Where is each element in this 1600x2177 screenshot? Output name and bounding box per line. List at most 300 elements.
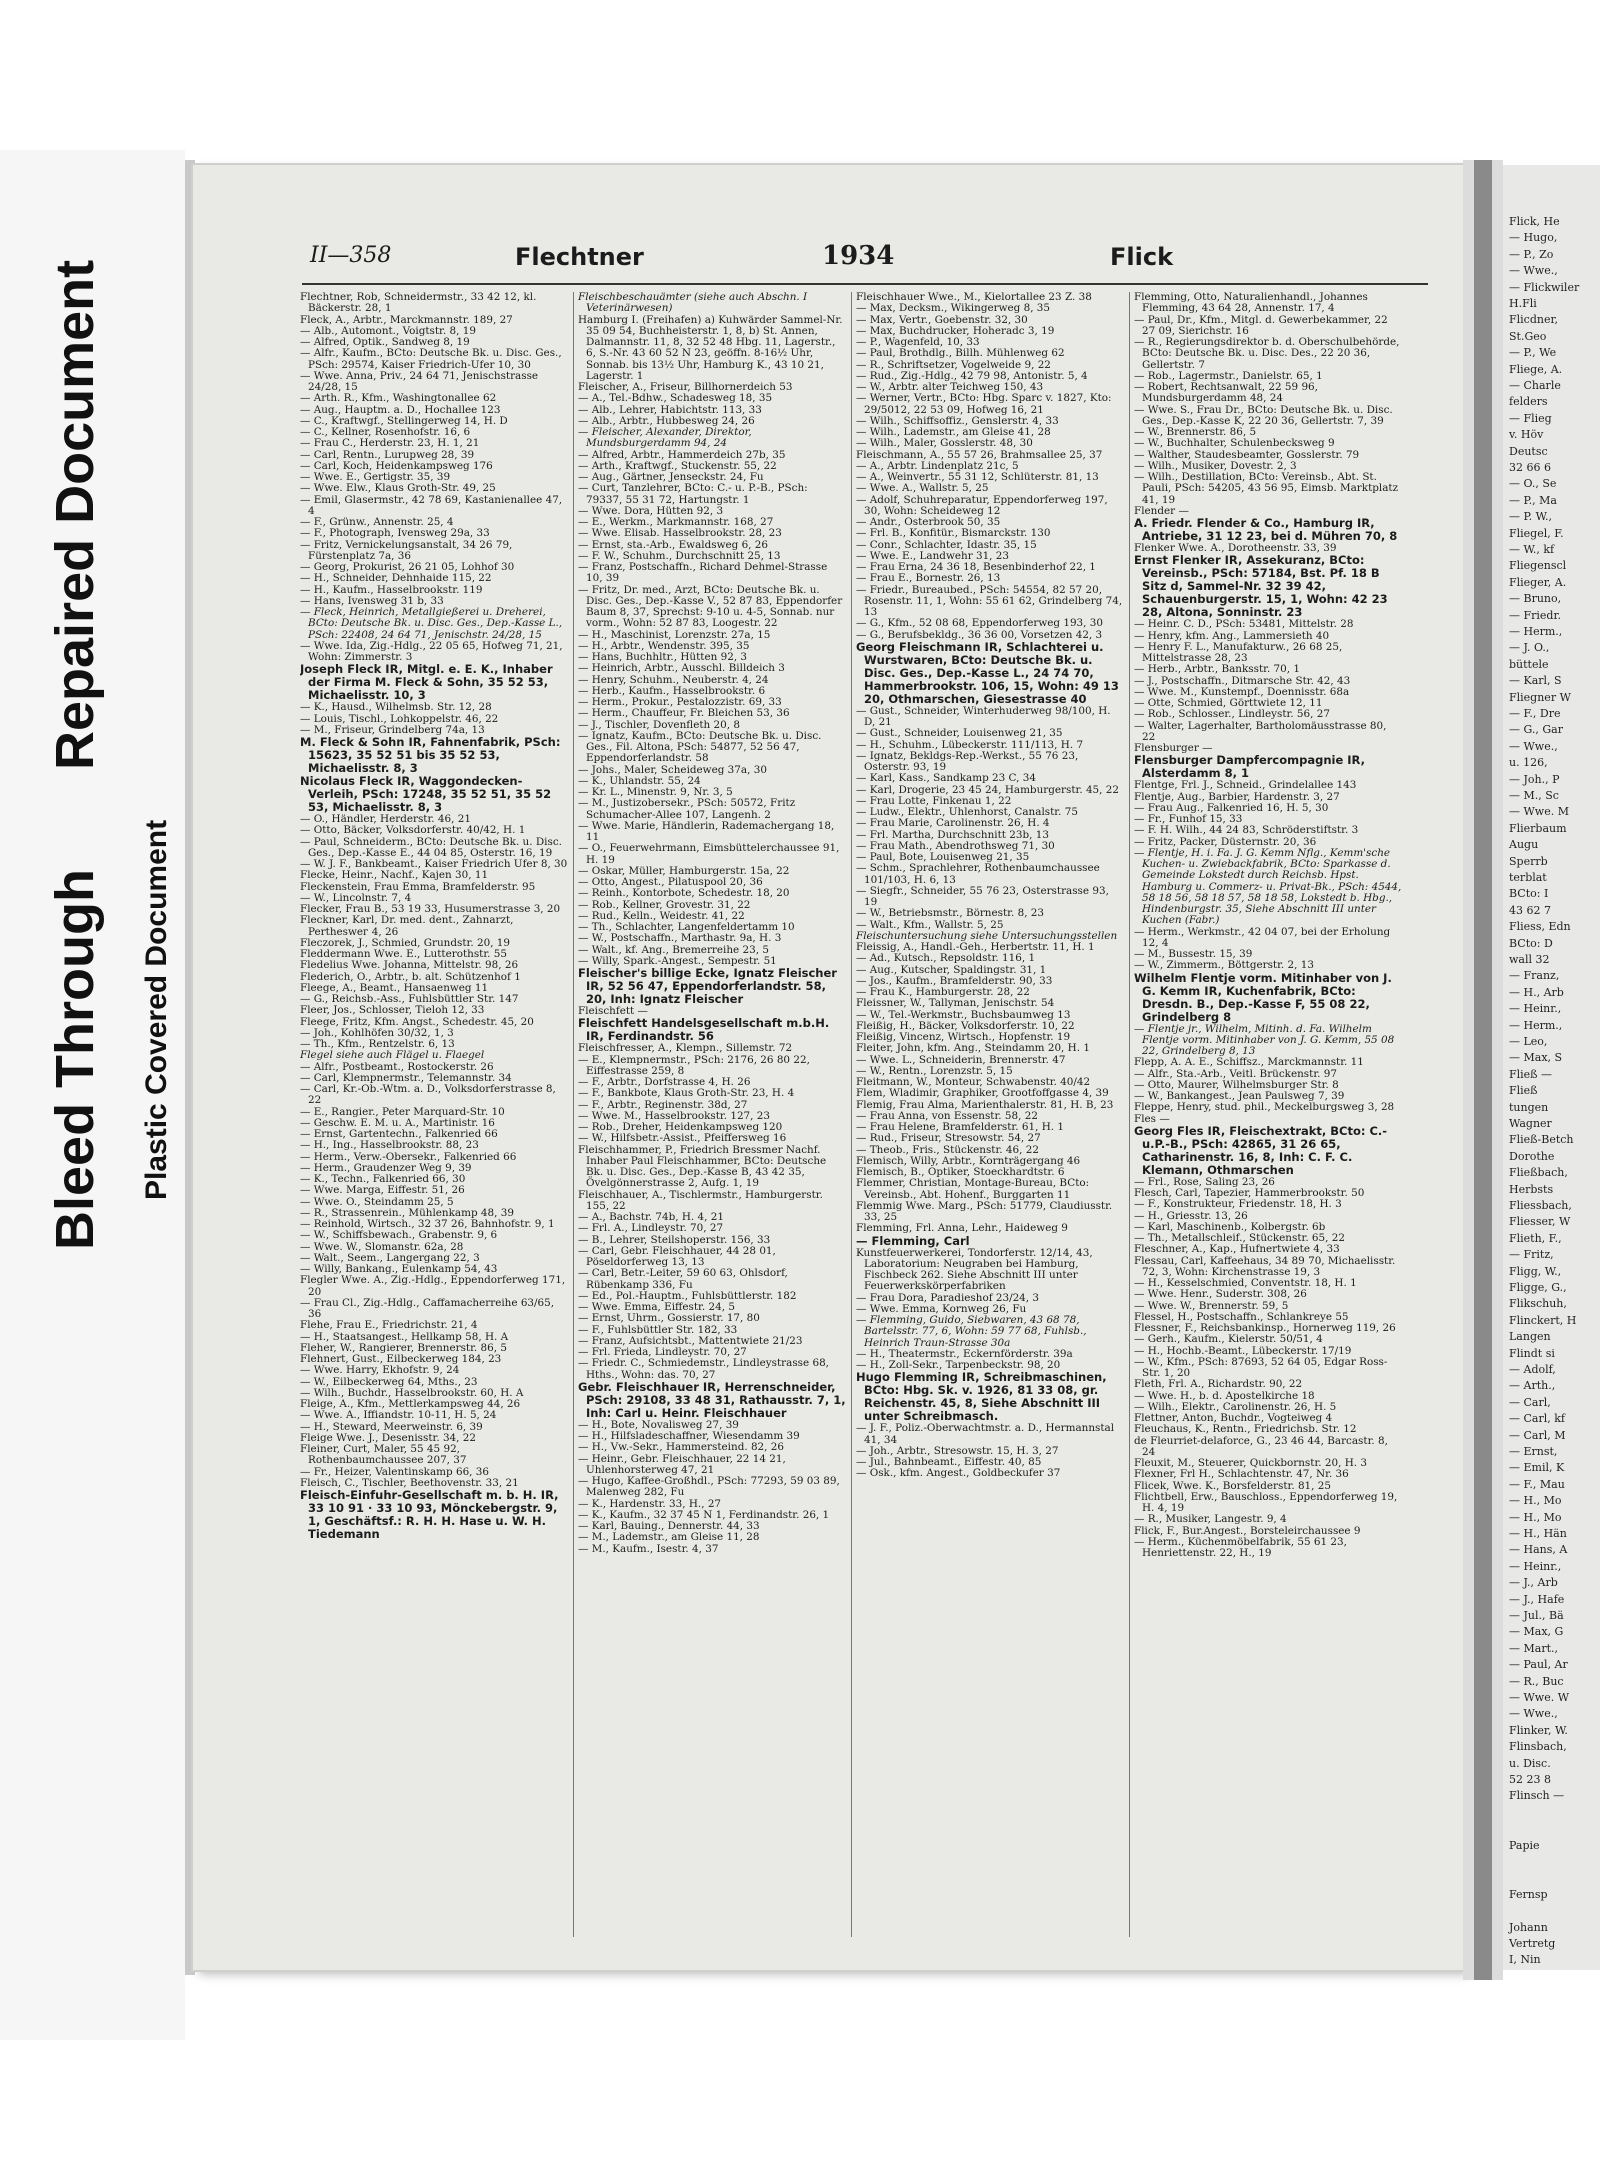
directory-entry: — G., Berufsbekldg., 36 36 00, Vorsetzen 42, 3	[856, 628, 1103, 641]
directory-entry: — Fritz, Packer, Düsternstr. 20, 36	[1134, 835, 1317, 848]
directory-entry: — B., Lehrer, Steilshoperstr. 156, 33	[578, 1233, 771, 1246]
directory-entry: — Franz, Postschaffn., Richard Dehmel-Strasse 10, 39	[578, 561, 828, 585]
directory-entry: — Carl, Klempnermstr., Telemannstr. 34	[300, 1071, 512, 1084]
directory-entry: Flicek, Wwe. K., Borsfelderstr. 81, 25	[1134, 1479, 1331, 1492]
directory-entry: — Carl, Gebr. Fleischhauer, 44 28 01, Pöseldorferweg 13, 13	[578, 1244, 776, 1268]
directory-entry: — Kr. L., Minenstr. 9, Nr. 3, 5	[578, 786, 733, 798]
directory-entry: — Karl, Drogerie, 23 45 24, Hamburgerstr. 45, 22	[856, 783, 1119, 796]
directory-entry: — Alfr., Kaufm., BCto: Deutsche Bk. u. Disc. Ges., PSch: 29574, Kaiser Friedrich-Ufer 10, 30	[300, 347, 562, 371]
directory-entry-display: Wilhelm Flentje vorm. Mitinhaber von J. G. Kemm IR, Kuchenfabrik, BCto: Dresdn. B., Dep.-Kasse F, 55 08 22, Grindelberg 8	[1134, 970, 1392, 1024]
directory-entry: Fleth, Frl. A., Richardstr. 90, 22	[1134, 1378, 1303, 1391]
directory-entry: Fleer, Jos., Schlosser, Tieloh 12, 33	[300, 1004, 485, 1017]
directory-entry: — Wwe. Marga, Eiffestr. 51, 26	[300, 1184, 465, 1197]
directory-entry: Fleege, Fritz, Kfm. Angst., Schedestr. 45, 20	[300, 1015, 534, 1028]
directory-entry: — Th., Metallschleif., Stückenstr. 65, 22	[1134, 1232, 1345, 1244]
directory-entry: — Willy, Bankang., Eulenkamp 54, 43	[300, 1263, 498, 1275]
directory-entry: — A., Bachstr. 74b, H. 4, 21	[578, 1211, 724, 1223]
directory-entry: — Wwe. Elisab. Hasselbrookstr. 28, 23	[578, 527, 782, 540]
directory-entry: — G., Reichsb.-Ass., Fuhlsbüttler Str. 147	[300, 993, 519, 1005]
directory-entry: — Frl. B., Konfitür., Bismarckstr. 130	[856, 527, 1051, 540]
directory-entry: — Alfred, Arbtr., Hammerdeich 27b, 35	[578, 448, 786, 461]
directory-entry: — K., Techn., Falkenried 66, 30	[300, 1173, 466, 1185]
directory-entry: — Flentje jr., Wilhelm, Mitinh. d. Fa. Wilhelm Flentje vorm. Mitinhaber von J. G. Kemm, 55 08 22, Grindelberg 8, 13	[1134, 1022, 1395, 1057]
directory-entry: Fleiter, John, kfm. Ang., Steindamm 20, H. 1	[856, 1042, 1090, 1055]
adjacent-page-line: — Leo,	[1509, 1035, 1548, 1048]
directory-entry: — W., Brennerstr. 86, 5	[1134, 426, 1257, 438]
directory-entry: Fleissner, W., Tallyman, Jenischstr. 54	[856, 997, 1055, 1010]
directory-entry: Fleischfett —	[578, 1005, 648, 1017]
adjacent-page-line: tungen	[1509, 1100, 1549, 1114]
directory-entry: — Wwe. Dora, Hütten 92, 3	[578, 504, 724, 517]
directory-entry: — F., Photograph, Ivensweg 29a, 33	[300, 527, 490, 540]
directory-entry: — Aug., Kutscher, Spaldingstr. 31, 1	[856, 963, 1047, 976]
directory-entry: Fleckenstein, Frau Emma, Bramfelderstr. 95	[300, 880, 536, 893]
adjacent-page-line: — Charle	[1509, 379, 1561, 392]
directory-entry: — H., Hochb.-Beamt., Lübeckerstr. 17/19	[1134, 1344, 1352, 1357]
directory-entry: — Fleck, Heinrich, Metallgießerei u. Dreherei, BCto: Deutsche Bk. u. Disc. Ges., Dep.-Kasse L., PSch: 22408, 24 64 71, Jenischstr. 24/28, 15	[300, 606, 563, 641]
adjacent-page-line: wall 32	[1509, 953, 1550, 966]
directory-entry: Fleischhauer, A., Tischlermstr., Hamburgerstr. 155, 22	[578, 1188, 823, 1212]
directory-entry: — Wilh., Elektr., Carolinenstr. 26, H. 5	[1134, 1400, 1337, 1413]
directory-entry: Fleppe, Henry, stud. phil., Meckelburgsweg 3, 28	[1134, 1101, 1395, 1114]
directory-entry: — E., Rangier., Peter Marquard-Str. 10	[300, 1105, 505, 1118]
directory-entry: — W., Arbtr. alter Teichweg 150, 43	[856, 381, 1044, 393]
directory-entry: de Fleurriet-delaforce, G., 23 46 44, Barcastr. 8, 24	[1134, 1434, 1388, 1458]
directory-entry: — Wilh., Maler, Gosslerstr. 48, 30	[856, 437, 1033, 450]
directory-entry: — Paul, Brothdlg., Billh. Mühlenweg 62	[856, 347, 1065, 360]
directory-entry: — Frau C., Herderstr. 23, H. 1, 21	[300, 437, 480, 450]
directory-column-1	[300, 292, 568, 1937]
directory-entry: — Wilh., Destillation, BCto: Vereinsb., Abt. St. Pauli, PSch: 54205, 43 56 95, Eimsb. Marktplatz 41, 19	[1134, 471, 1399, 506]
adjacent-page-line: — Wwe.,	[1509, 739, 1558, 753]
directory-entry: — Henry, kfm. Ang., Lammersieth 40	[1134, 629, 1330, 642]
directory-entry: — Frl. Frieda, Lindleystr. 70, 27	[578, 1346, 747, 1358]
adjacent-page-line: — Flickwiler	[1509, 280, 1580, 294]
directory-entry: Fledelius Wwe. Johanna, Mittelstr. 98, 26	[300, 959, 519, 972]
directory-entry: — Johs., Maler, Scheideweg 37a, 30	[578, 763, 767, 776]
directory-entry: — Gust., Schneider, Louisenweg 21, 35	[856, 727, 1063, 740]
adjacent-page	[1503, 165, 1600, 1970]
directory-entry: — Arth., Kraftwgf., Stuckenstr. 55, 22	[578, 459, 777, 472]
directory-entry: — W. J. F., Bankbeamt., Kaiser Friedrich Ufer 8, 30	[300, 858, 568, 870]
adjacent-page-line: Flicdner,	[1509, 313, 1559, 327]
directory-entry: — Hans, Buchhltr., Hütten 92, 3	[578, 651, 748, 663]
directory-entry: — Reinhold, Wirtsch., 32 37 26, Bahnhofstr. 9, 1	[300, 1218, 555, 1230]
directory-entry: — Wwe. Elw., Klaus Groth-Str. 49, 25	[300, 482, 496, 495]
adjacent-page-line: — Hugo,	[1509, 231, 1558, 245]
adjacent-page-line: Flinckert, H	[1509, 1313, 1577, 1327]
adjacent-page-line: 43 62 7	[1509, 903, 1551, 917]
directory-entry: Fleczorek, J., Schmied, Grundstr. 20, 19	[300, 936, 511, 949]
directory-entry: — Ed., Pol.-Hauptm., Fuhlsbüttlerstr. 182	[578, 1289, 797, 1302]
adjacent-page-line: v. Höv	[1509, 428, 1544, 442]
directory-entry: — Walt., kf. Ang., Bremerreihe 23, 5	[578, 943, 769, 956]
adjacent-page-line: — Max, S	[1509, 1051, 1563, 1065]
adjacent-page-line: — Wwe.,	[1509, 1707, 1558, 1721]
directory-entry-display: Fleisch-Einfuhr-Gesellschaft m. b. H. IR, 33 10 91 · 33 10 93, Mönckebergstr. 9, 1, Geschäftsf.: R. H. H. Hase u. W. H. Tiedemann	[300, 1488, 559, 1541]
directory-entry: — M., Lademstr., am Gleise 11, 28	[578, 1531, 760, 1544]
directory-entry: — Max, Buchdrucker, Hoheradc 3, 19	[856, 324, 1055, 337]
directory-entry: — Willy, Spark.-Angest., Sempestr. 51	[578, 954, 777, 967]
adjacent-page-line: Dorothe	[1509, 1149, 1555, 1163]
directory-entry: — Frau Dora, Paradieshof 23/24, 3	[856, 1291, 1040, 1304]
directory-entry: — Wwe. A., Wallstr. 5, 25	[856, 482, 989, 495]
directory-entry: — W., Eilbeckerweg 64, Mths., 23	[300, 1375, 478, 1388]
directory-entry: Flessel, H., Postschaffn., Schlankreye 55	[1134, 1310, 1349, 1323]
adjacent-page-line: Fliessbach,	[1509, 1199, 1572, 1212]
directory-entry: — Henry, Schuhm., Neuberstr. 4, 24	[578, 673, 769, 686]
directory-entry: Flensburger —	[1134, 742, 1213, 754]
adjacent-page-line: — H., Hän	[1509, 1527, 1567, 1540]
directory-column-4	[1134, 292, 1402, 1937]
adjacent-page-line: Augu	[1509, 838, 1539, 852]
adjacent-page-line: — Heinr.,	[1509, 1559, 1562, 1573]
adjacent-page-line: — Max, G	[1509, 1625, 1564, 1639]
directory-entry: — Ignatz, Kaufm., BCto: Deutsche Bk. u. Disc. Ges., Fil. Altona, PSch: 54877, 52 56 47, Eppendorferlandstr. 58	[578, 729, 822, 765]
adjacent-page-line: — Fritz,	[1509, 1248, 1554, 1262]
header-rule	[302, 283, 1428, 285]
directory-entry: — Wwe. Ida, Zig.-Hdlg., 22 05 65, Hofweg 71, 21, Wohn: Zimmerstr. 3	[300, 639, 563, 663]
directory-entry: — Frau Marie, Carolinenstr. 26, H. 4	[856, 817, 1050, 830]
directory-column-3	[856, 292, 1124, 1937]
directory-entry: — Ignatz, Bekldgs-Rep.-Werkst., 55 76 23, Osterstr. 93, 19	[856, 749, 1079, 773]
directory-entry: — H., Steward, Meerweinstr. 6, 39	[300, 1420, 483, 1433]
directory-entry: — W., Lincolnstr. 7, 4	[300, 891, 412, 904]
directory-entry: — Otte, Schmied, Görttwiete 12, 11	[1134, 697, 1323, 709]
adjacent-page-line: — P. W.,	[1509, 510, 1553, 524]
directory-entry: — J. F., Poliz.-Oberwachtmstr. a. D., Hermannstal 41, 34	[856, 1422, 1115, 1446]
directory-entry: — Frau Anna, von Essenstr. 58, 22	[856, 1109, 1038, 1122]
directory-entry: — A., Weinvertr., 55 31 12, Schlüterstr. 81, 13	[856, 471, 1099, 483]
adjacent-page-line: — H., Arb	[1509, 985, 1564, 999]
adjacent-page-line: Sperrb	[1509, 854, 1548, 868]
directory-entry: — Otto, Maurer, Wilhelmsburger Str. 8	[1134, 1078, 1339, 1091]
directory-entry: — Wwe. O., Steindamm 25, 5	[300, 1195, 454, 1208]
directory-entry: — M., Justizobersekr., PSch: 50572, Fritz Schumacher-Allee 107, Langenh. 2	[578, 797, 796, 821]
adjacent-page-line: Flikschuh,	[1509, 1297, 1567, 1311]
adjacent-page-line: — Wwe. W	[1509, 1691, 1570, 1704]
directory-entry: — Flentje, H. i. Fa. J. G. Kemm Nflg., Kemm'sche Kuchen- u. Zwiebackfabrik, BCto: Sparkasse d. Gemeinde Lokstedt durch Reichsb. Hpst. Hamburg u. Commerz- u. Privat-Bk., PSch: 4544, 58 18 56, 58 18 57, 58 18 58, Lokstedt b. Hbg., Hindenburgstr. 35, Siehe Abschnitt III unter Kuchen (Fabr.)	[1134, 846, 1402, 927]
adjacent-page-line: Fließ —	[1509, 1067, 1553, 1081]
directory-entry: Flexner, Frl H., Schlachtenstr. 47, Nr. 36	[1134, 1468, 1349, 1481]
adjacent-page-line: Papie	[1509, 1838, 1540, 1852]
directory-entry-display: Fleischfett Handelsgesellschaft m.b.H. IR, Ferdinandstr. 56	[578, 1016, 830, 1044]
directory-entry: — Herm., Werkmstr., 42 04 07, bei der Erholung 12, 4	[1134, 925, 1391, 949]
directory-entry: — A., Arbtr. Lindenplatz 21c, 5	[856, 459, 1019, 472]
directory-entry: Fleck, A., Arbtr., Marckmannstr. 189, 27	[300, 313, 513, 326]
directory-entry: — Reinh., Kontorbote, Schedestr. 18, 20	[578, 887, 790, 900]
directory-entry: Flegel siehe auch Flägel u. Flaegel	[300, 1049, 485, 1062]
directory-entry: — Flemming, Guido, Siebwaren, 43 68 78, Bartelsstr. 77, 6, Wohn: 59 77 68, Fuhlsb., Heinrich Traun-Strasse 30a	[856, 1314, 1087, 1349]
directory-entry: Kunstfeuerwerkerei, Tondorferstr. 12/14, 43, Laboratorium: Neugraben bei Hamburg, Fischbeck 262. Siehe Abschnitt III unter Feuerwerkskörperfabriken	[856, 1246, 1093, 1293]
directory-entry: Flemming, Frl. Anna, Lehr., Haideweg 9	[856, 1222, 1068, 1235]
directory-entry: — Fritz, Vernickelungsanstalt, 34 26 79, Fürstenplatz 7a, 36	[300, 538, 513, 562]
directory-entry: Flehnert, Gust., Eilbeckerweg 184, 23	[300, 1353, 502, 1365]
directory-entry-display: Ernst Flenker IR, Assekuranz, BCto: Vereinsb., PSch: 57184, Bst. Pf. 18 B Sitz d, Sammel-Nr. 32 39 42, Schauenburgerstr. 15, 1, Wohn: 42 23 28, Altona, Sonninstr. 23	[1134, 553, 1388, 620]
directory-entry: Fles —	[1134, 1112, 1170, 1125]
directory-entry: — W., Betriebsmstr., Börnestr. 8, 23	[856, 907, 1045, 920]
directory-entry: — Frau Helene, Bramfelderstr. 61, H. 1	[856, 1121, 1064, 1133]
directory-entry: — Herb., Arbtr., Banksstr. 70, 1	[1134, 663, 1300, 676]
directory-entry: — Ernst, Uhrm., Gossierstr. 17, 80	[578, 1312, 760, 1325]
directory-entry: — H., Zoll-Sekr., Tarpenbeckstr. 98, 20	[856, 1359, 1061, 1371]
directory-entry: — Wilh., Musiker, Dovestr. 2, 3	[1134, 459, 1297, 472]
directory-entry: — Wwe. S., Frau Dr., BCto: Deutsche Bk. u. Disc. Ges., Dep.-Kasse K, 22 20 36, Gellertstr. 7, 39	[1134, 403, 1393, 427]
adjacent-page-line: — R., Buc	[1509, 1674, 1564, 1688]
directory-entry: — Wwe. M., Kunstempf., Doennisstr. 68a	[1134, 685, 1350, 698]
directory-entry: — K., Uhlandstr. 55, 24	[578, 774, 701, 787]
directory-entry: — Ernst, sta.-Arb., Ewaldsweg 6, 26	[578, 538, 769, 551]
adjacent-page-line: — H., Mo	[1509, 1510, 1562, 1524]
directory-entry: — Wwe. E., Gertigstr. 35, 39	[300, 471, 451, 483]
directory-entry: — Otto, Bäcker, Volksdorferstr. 40/42, H. 1	[300, 824, 526, 837]
directory-entry: — Herb., Kaufm., Hasselbrookstr. 6	[578, 684, 766, 697]
directory-entry: Flettner, Anton, Buchdr., Vogteiweg 4	[1134, 1412, 1333, 1424]
adjacent-page-line: felders	[1509, 395, 1548, 409]
header-first-entry: Flechtner	[515, 243, 644, 271]
adjacent-page-line: Johann	[1509, 1920, 1548, 1934]
adjacent-page-line: büttele	[1509, 657, 1549, 671]
adjacent-page-line: — Arth.,	[1509, 1379, 1556, 1393]
directory-entry: — Wwe. Marie, Händlerin, Rademachergang 18, 11	[578, 819, 835, 843]
directory-entry: — F., Bankbote, Klaus Groth-Str. 23, H. 4	[578, 1087, 795, 1100]
directory-entry: — Wwe. Harry, Ekhofstr. 9, 24	[300, 1364, 460, 1377]
adjacent-page-line: — Friedr.	[1509, 608, 1562, 622]
directory-entry: — H., Hilfsladeschaffner, Wiesendamm 39	[578, 1430, 800, 1442]
directory-entry: Fleischhauer Wwe., M., Kielortallee 23 Z. 38	[856, 292, 1092, 303]
directory-entry: — O., Feuerwehrmann, Eimsbüttelerchaussee 91, H. 19	[578, 842, 840, 866]
directory-entry: — H., Staatsangest., Hellkamp 58, H. A	[300, 1330, 509, 1343]
directory-entry: — Carl, Koch, Heidenkampsweg 176	[300, 459, 493, 472]
directory-entry: — Henry F. L., Manufakturw., 26 68 25, Mittelstrasse 28, 23	[1134, 640, 1343, 664]
directory-entry: Fleschner, A., Kap., Hufnertwiete 4, 33	[1134, 1243, 1340, 1256]
directory-entry: — Th., Kfm., Rentzelstr. 6, 13	[300, 1038, 455, 1050]
directory-entry: — Fritz, Dr. med., Arzt, BCto: Deutsche Bk. u. Disc. Ges., Dep.-Kasse V., 52 87 83, Eppendorfer Baum 8, 37, Sprechst: 9-10 u. 4-5, Sonnab. nur vorm., Wohn: 52 87 83, Loogestr. 22	[578, 583, 843, 630]
directory-entry: — Ludw., Elektr., Uhlenhorst, Canalstr. 75	[856, 806, 1078, 818]
directory-entry: — F., Konstrukteur, Friedenstr. 18, H. 3	[1134, 1198, 1342, 1211]
directory-entry: — Paul, Dr., Kfm., Mitgl. d. Gewerbekammer, 22 27 09, Sierichstr. 16	[1134, 313, 1388, 337]
adjacent-page-line: Fliege, A.	[1509, 362, 1563, 376]
adjacent-page-line: Vertretg	[1509, 1937, 1556, 1950]
directory-entry: Flemig, Frau Alma, Marienthalerstr. 81, H. B, 23	[856, 1098, 1114, 1111]
directory-entry: Flessner, F., Reichsbankinsp., Hornerweg 119, 26	[1134, 1322, 1396, 1334]
adjacent-page-line: — Bruno,	[1509, 592, 1562, 606]
adjacent-page-line: Wagner	[1509, 1117, 1552, 1130]
directory-entry: — Wwe. Anna, Priv., 24 64 71, Jenischstrasse 24/28, 15	[300, 369, 539, 393]
directory-entry: Flesch, Carl, Tapezier, Hammerbrookstr. 50	[1134, 1187, 1365, 1199]
adjacent-page-line: — F., Dre	[1509, 707, 1561, 720]
directory-entry: — Hugo, Kaffee-Großhdl., PSch: 77293, 59 03 89, Malenweg 282, Fu	[578, 1475, 840, 1499]
directory-entry: — Karl, Maschinenb., Kolbergstr. 6b	[1134, 1220, 1326, 1233]
directory-entry: — Frau Erna, 24 36 18, Besenbinderhof 22, 1	[856, 561, 1096, 573]
directory-entry: Fleischmann, A., 55 57 26, Brahmsallee 25, 37	[856, 448, 1103, 461]
directory-entry: Flem, Wladimir, Graphiker, Grootfoffgasse 4, 39	[856, 1087, 1109, 1100]
directory-entry: — C., Kellner, Rosenhofstr. 16, 6	[300, 426, 471, 438]
directory-entry: — H., Ing., Hasselbrookstr. 88, 23	[300, 1139, 479, 1152]
directory-entry: — Herm., Küchenmöbelfabrik, 55 61 23, Henriettenstr. 22, H., 19	[1134, 1535, 1347, 1559]
directory-entry: — H., Bote, Novalisweg 27, 39	[578, 1418, 739, 1431]
directory-entry: Fleddermann Wwe. E., Lutterothstr. 55	[300, 948, 507, 960]
directory-entry: Fleige Wwe. J., Desenisstr. 34, 22	[300, 1431, 476, 1444]
directory-entry: Fleher, W., Rangierer, Brennerstr. 86, 5	[300, 1341, 507, 1354]
directory-entry: Fleischuntersuchung siehe Untersuchungsstellen	[856, 929, 1118, 942]
directory-entry: — W., Tel.-Werkmstr., Buchsbaumweg 13	[856, 1008, 1071, 1021]
directory-entry: — Ernst, Gartentechn., Falkenried 66	[300, 1128, 498, 1140]
adjacent-page-line: Flinker, W.	[1509, 1723, 1568, 1737]
directory-entry: — H., Theatermstr., Eckernförderstr. 39a	[856, 1347, 1073, 1360]
directory-entry: — H., Kesselschmied, Conventstr. 18, H. 1	[1134, 1277, 1357, 1289]
directory-entry: — Emil, Glasermstr., 42 78 69, Kastanienallee 47, 4	[300, 493, 563, 517]
directory-entry: — R., Musiker, Langestr. 9, 4	[1134, 1513, 1287, 1526]
directory-entry: — K., Hausd., Wilhelmsb. Str. 12, 28	[300, 701, 492, 714]
directory-entry: — Wwe. W., Brennerstr. 59, 5	[1134, 1299, 1289, 1312]
directory-entry: — Paul, Bote, Louisenweg 21, 35	[856, 851, 1030, 863]
adjacent-page-line: — Paul, Ar	[1509, 1658, 1568, 1672]
adjacent-page-line: Fliesser, W	[1509, 1215, 1571, 1229]
directory-entry: — Alfr., Sta.-Arb., Veitl. Brückenstr. 97	[1134, 1067, 1337, 1080]
directory-entry: Fleischfresser, A., Klempn., Sillemstr. 72	[578, 1042, 793, 1055]
directory-entry: — Max, Decksm., Wikingerweg 8, 35	[856, 302, 1051, 315]
directory-entry: — Rud., Kelln., Weidestr. 41, 22	[578, 909, 745, 922]
directory-entry: — Walt., Kfm., Wallstr. 5, 25	[856, 918, 1004, 931]
directory-entry: Flemmig Wwe. Marg., PSch: 51779, Claudiusstr. 33, 25	[856, 1199, 1113, 1223]
directory-entry: Fleissig, A., Handl.-Geh., Herbertstr. 11, H. 1	[856, 941, 1095, 953]
adjacent-page-line: H.Fli	[1509, 297, 1537, 310]
directory-entry: Flemming, Otto, Naturalienhandl., Johannes Flemming, 43 64 28, Annenstr. 17, 4	[1134, 292, 1368, 315]
directory-entry: — Rud., Zig.-Hdlg., 42 79 98, Antonistr. 5, 4	[856, 369, 1088, 382]
directory-entry-display: M. Fleck & Sohn IR, Fahnenfabrik, PSch: 15623, 35 52 51 bis 35 52 53, Michaelisstr. 8, 3	[300, 735, 561, 775]
directory-entry: — H., Arbtr., Wendenstr. 395, 35	[578, 639, 750, 652]
directory-entry: — G., Kfm., 52 08 68, Eppendorferweg 193, 30	[856, 617, 1104, 630]
directory-entry: Fleiner, Curt, Maler, 55 45 92, Rothenbaumchaussee 207, 37	[300, 1443, 467, 1467]
directory-entry: — H., Schuhm., Lübeckerstr. 111/113, H. 7	[856, 738, 1084, 751]
directory-entry: — R., Regierungsdirektor b. d. Oberschulbehörde, BCto: Deutsche Bk. u. Disc. Des., 22 20 36, Gellertstr. 7	[1134, 336, 1400, 371]
adjacent-page-line: — J. O.,	[1509, 641, 1550, 655]
adjacent-page-line: — Heinr.,	[1509, 1002, 1562, 1016]
directory-entry: — Osk., kfm. Angest., Goldbeckufer 37	[856, 1467, 1061, 1480]
directory-entry-display: Hugo Flemming IR, Schreibmaschinen, BCto: Hbg. Sk. v. 1926, 81 33 08, gr. Reichenstr. 45, 8, Siehe Abschnitt III unter Schreibmasch.	[856, 1370, 1107, 1424]
adjacent-page-line: Fligge, G.,	[1509, 1281, 1567, 1294]
directory-entry: — Heinr. C. D., PSch: 53481, Mittelstr. 28	[1134, 618, 1354, 631]
directory-entry: — H., Schneider, Dehnhaide 115, 22	[300, 572, 492, 585]
adjacent-page-line: Flindt si	[1509, 1346, 1555, 1360]
header-year: 1934	[822, 241, 895, 271]
adjacent-page-line: Fliegenscl	[1509, 559, 1567, 573]
directory-entry: Flecke, Heinr., Nachf., Kajen 30, 11	[300, 869, 489, 882]
adjacent-page-line: Flierbaum	[1509, 821, 1567, 835]
directory-column-2	[578, 292, 846, 1937]
directory-entry: — Carl, Kr.-Ob.-Wtm. a. D., Volksdorferstrasse 8, 22	[300, 1083, 556, 1107]
adjacent-page-line: I, Nin	[1509, 1953, 1541, 1967]
directory-entry: — Heinr., Gebr. Fleischhauer, 22 14 21, Uhlenhorsterweg 47, 21	[578, 1452, 786, 1476]
directory-entry: — C., Kraftwgf., Stellingerweg 14, H. D	[300, 414, 508, 427]
adjacent-page-line: — J., Hafe	[1509, 1592, 1565, 1606]
directory-entry: — Wwe. H., b. d. Apostelkirche 18	[1134, 1389, 1315, 1402]
directory-entry: — Rob., Schlosser., Lindleystr. 56, 27	[1134, 708, 1330, 721]
directory-entry: Flessau, Carl, Kaffeehaus, 34 89 70, Michaelisstr. 72, 3, Wohn: Kirchenstrasse 19, 3	[1134, 1254, 1396, 1278]
directory-entry: — Frau Math., Abendrothsweg 71, 30	[856, 839, 1055, 852]
directory-entry: — Fr., Heizer, Valentinskamp 66, 36	[300, 1465, 490, 1478]
directory-entry: — R., Schriftsetzer, Vogelweide 9, 22	[856, 358, 1051, 371]
directory-entry: — Otto, Angest., Pilatuspool 20, 36	[578, 876, 763, 888]
adjacent-page-line: u. 126,	[1509, 756, 1548, 770]
directory-entry: — Frau K., Hamburgerstr. 28, 22	[856, 986, 1030, 998]
page-number: II—358	[310, 243, 392, 268]
directory-entry: — Wwe. Emma, Eiffestr. 24, 5	[578, 1301, 735, 1313]
directory-entry: Flemmer, Christian, Montage-Bureau, BCto: Vereinsb., Abt. Hohenf., Burggarten 11	[856, 1177, 1090, 1201]
directory-entry: Flentge, Frl. J., Schneid., Grindelallee 143	[1134, 779, 1357, 792]
adjacent-page-line: — Hans, A	[1509, 1543, 1568, 1557]
directory-entry: — Georg, Prokurist, 26 21 05, Lohhof 30	[300, 561, 515, 573]
adjacent-page-line: Flinsch —	[1509, 1789, 1565, 1803]
directory-entry: — Joh., Kohlhöfen 30/32, 1, 3	[300, 1026, 454, 1039]
directory-entry: — Conr., Schlachter, Idastr. 35, 15	[856, 538, 1037, 551]
directory-entry: — Wwe. L., Schneiderin, Brennerstr. 47	[856, 1053, 1066, 1066]
directory-entry-display: Georg Fleischmann IR, Schlachterei u. Wurstwaren, BCto: Deutsche Bk. u. Disc. Ges., Dep.-Kasse L., 24 74 70, Hammerbrookstr. 106, 15, Wohn: 49 13 20, Othmarschen, Giesestrasse 40	[856, 639, 1119, 706]
directory-entry: — Schm., Sprachlehrer, Rothenbaumchaussee 101/103, H. 6, 13	[856, 862, 1100, 886]
directory-entry: — Max, Vertr., Goebenstr. 32, 30	[856, 313, 1028, 326]
directory-entry: — H., Kaufm., Hasselbrookstr. 119	[300, 583, 483, 596]
directory-entry: — Frl., Rose, Saling 23, 26	[1134, 1175, 1275, 1188]
directory-entry-display: — Flemming, Carl	[856, 1233, 970, 1248]
adjacent-page-line: — W., kf	[1509, 543, 1555, 556]
directory-entry: — Carl, Rentn., Lurupweg 28, 39	[300, 448, 475, 461]
adjacent-page-line: St.Geo	[1509, 329, 1547, 343]
directory-entry: — Wwe. A., Iffiandstr. 10-11, H. 5, 24	[300, 1409, 497, 1422]
directory-entry-display: A. Friedr. Flender & Co., Hamburg IR, Antriebe, 31 12 23, bei d. Mühren 70, 8	[1134, 516, 1398, 543]
scan-bottom-margin	[0, 2085, 1600, 2177]
directory-entry: — Gust., Schneider, Winterhuderweg 98/100, H. D, 21	[856, 704, 1111, 728]
adjacent-page-line: — P., Zo	[1509, 247, 1554, 261]
adjacent-page-line: — P., Ma	[1509, 493, 1557, 507]
directory-entry: — W., Buchhalter, Schulenbecksweg 9	[1134, 437, 1335, 450]
adjacent-page-line: Fliegel, F.	[1509, 526, 1564, 540]
adjacent-page-line: — Wwe.,	[1509, 264, 1558, 278]
bleed-through-stamp: Bleed Through	[45, 869, 105, 1250]
directory-entry: — Jos., Kaufm., Bramfelderstr. 90, 33	[856, 974, 1053, 987]
directory-entry: — Karl, Kass., Sandkamp 23 C, 34	[856, 772, 1036, 785]
directory-entry: Flecker, Frau B., 53 19 33, Husumerstrasse 3, 20	[300, 903, 561, 915]
adjacent-page-line: Deutsc	[1509, 444, 1548, 458]
adjacent-page-line: — Carl, kf	[1509, 1412, 1565, 1426]
scan-top-margin	[0, 0, 1600, 48]
directory-entry: — H., Maschinist, Lorenzstr. 27a, 15	[578, 628, 771, 641]
directory-entry: — W., Zimmerm., Böttgerstr. 2, 13	[1134, 959, 1314, 972]
directory-entry: — Th., Schlachter, Langenfeldertamm 10	[578, 921, 795, 933]
directory-entry: Flemisch, B., Optiker, Stoeckhardtstr. 6	[856, 1166, 1065, 1178]
adjacent-page-line: — Franz,	[1509, 969, 1560, 983]
adjacent-page-line: Fließ-Betch	[1509, 1133, 1574, 1147]
directory-entry: — Jul., Bahnbeamt., Eiffestr. 40, 85	[856, 1456, 1042, 1468]
directory-entry: — Joh., Arbtr., Stresowstr. 15, H. 3, 27	[856, 1444, 1059, 1457]
directory-entry: Fleischer, A., Friseur, Billhornerdeich 53	[578, 381, 793, 393]
directory-entry: — W., Hilfsbetr.-Assist., Pfeiffersweg 16	[578, 1132, 787, 1145]
directory-entry: — Louis, Tischl., Lohkoppelstr. 46, 22	[300, 712, 499, 725]
directory-entry: — K., Kaufm., 32 37 45 N 1, Ferdinandstr. 26, 1	[578, 1508, 830, 1521]
adjacent-page-line: — Karl, S	[1509, 674, 1562, 688]
directory-entry: — Aug., Hauptm. a. D., Hochallee 123	[300, 403, 501, 416]
plastic-covered-stamp: Plastic Covered Document	[140, 819, 173, 1200]
directory-entry: — Alfr., Postbeamt., Rostockerstr. 26	[300, 1060, 494, 1073]
directory-entry: — Wwe. W., Slomanstr. 62a, 28	[300, 1240, 464, 1253]
directory-entry: — Wilh., Schiffsoffiz., Genslerstr. 4, 33	[856, 414, 1059, 427]
directory-entry: Hamburg I. (Freihafen) a) Kuhwärder Sammel-Nr. 35 09 54, Buchheisterstr. 1, 8, b) St. Annen, Dalmannstr. 11, 8, 32 52 48 Hbg. 11, Lagerstr., 6, S.-Nr. 43 60 52 N 23, geöffn. 8-16½ Uhr, Sonnab. bis 13½ Uhr, Hamburg K., 43 10 21, Lagerstr. 1	[578, 313, 843, 382]
directory-entry: — Ad., Kutsch., Repsoldstr. 116, 1	[856, 952, 1036, 965]
directory-entry-display: Gebr. Fleischhauer IR, Herrenschneider, PSch: 29108, 33 48 31, Rathausstr. 7, 1, Inh: Carl u. Heinr. Fleischhauer	[578, 1379, 846, 1420]
directory-entry: — Frl. A., Lindleystr. 70, 27	[578, 1222, 724, 1235]
directory-entry: — Walter, Lagerhalter, Bartholomäusstrasse 80, 22	[1134, 719, 1387, 743]
book-gutter-fold	[1474, 160, 1492, 1980]
